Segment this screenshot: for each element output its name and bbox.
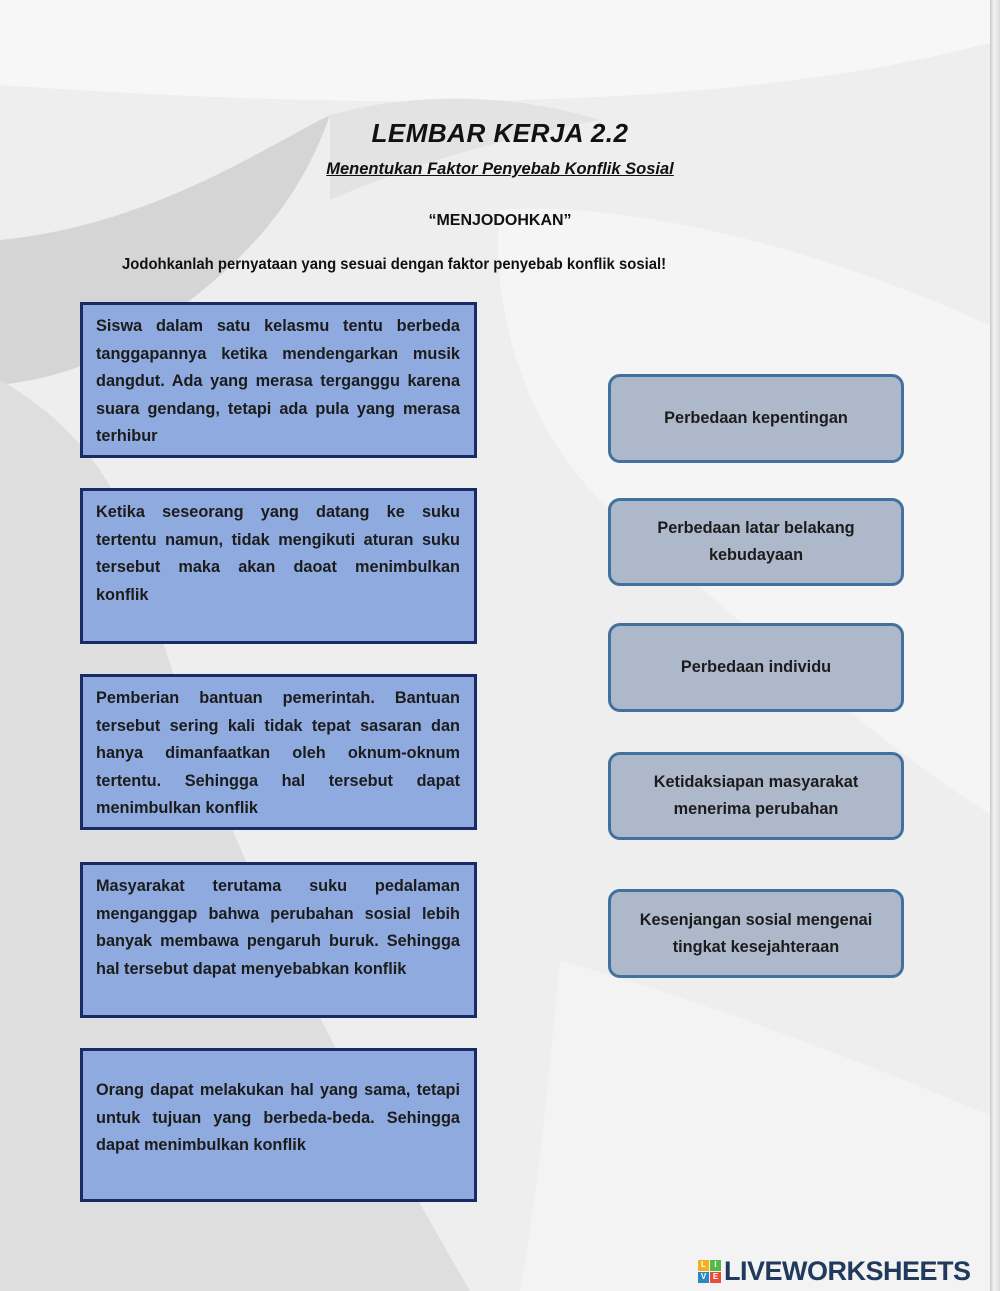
statement-box-3[interactable]: [80, 674, 477, 830]
statement-text: Siswa dalam satu kelasmu tentu berbeda tanggapannya ketika mendengarkan musik dangdut. Ada yang merasa terganggu karena suara gendang, tetapi ada pula yang merasa terhibur: [96, 317, 460, 445]
instruction-text: Jodohkanlah pernyataan yang sesuai dengan faktor penyebab konflik sosial!: [122, 256, 667, 273]
logo-letter: L: [698, 1260, 709, 1271]
option-label: Ketidaksiapan masyarakat menerima perubahan: [653, 773, 859, 818]
liveworksheets-logo-icon: [698, 1260, 721, 1283]
option-box-4[interactable]: [608, 752, 904, 840]
option-label: Perbedaan kepentingan: [664, 409, 848, 427]
statement-box-1[interactable]: [80, 302, 477, 458]
option-box-1[interactable]: [608, 374, 904, 463]
option-label: Perbedaan latar belakang kebudayaan: [657, 519, 855, 564]
option-label: Kesenjangan sosial mengenai tingkat kesejahteraan: [639, 910, 873, 956]
statement-text: Orang dapat melakukan hal yang sama, tetapi untuk tujuan yang berbeda-beda. Sehingga dapat menimbulkan konflik: [96, 1081, 460, 1154]
logo-letter: V: [698, 1272, 709, 1283]
statement-text: Masyarakat terutama suku pedalaman menganggap bahwa perubahan sosial lebih banyak membawa pengaruh buruk. Sehingga hal tersebut dapat menyebabkan konflik: [96, 877, 460, 978]
worksheet-title: LEMBAR KERJA 2.2: [371, 118, 629, 148]
statement-text: Pemberian bantuan pemerintah. Bantuan tersebut sering kali tidak tepat sasaran dan hanya dimanfaatkan oleh oknum-oknum tertentu. Sehingga hal tersebut dapat menimbulkan konflik: [96, 689, 460, 817]
page-edge: [990, 0, 1000, 1291]
brand-name: LIVEWORKSHEETS: [724, 1255, 971, 1286]
option-box-3[interactable]: [608, 623, 904, 712]
option-box-5[interactable]: [608, 889, 904, 978]
statement-text: Ketika seseorang yang datang ke suku tertentu namun, tidak mengikuti aturan suku tersebut maka akan daoat menimbulkan konflik: [96, 503, 460, 604]
logo-letter: E: [710, 1272, 721, 1283]
option-box-2[interactable]: [608, 498, 904, 586]
statement-box-2[interactable]: [80, 488, 477, 644]
activity-label: “MENJODOHKAN”: [428, 212, 572, 229]
option-label: Perbedaan individu: [680, 658, 832, 676]
logo-letter: I: [710, 1260, 721, 1271]
statement-box-5[interactable]: [80, 1048, 477, 1202]
liveworksheets-brand: [698, 1256, 971, 1286]
worksheet-subtitle: Menentukan Faktor Penyebab Konflik Sosial: [326, 160, 674, 178]
statement-box-4[interactable]: [80, 862, 477, 1018]
